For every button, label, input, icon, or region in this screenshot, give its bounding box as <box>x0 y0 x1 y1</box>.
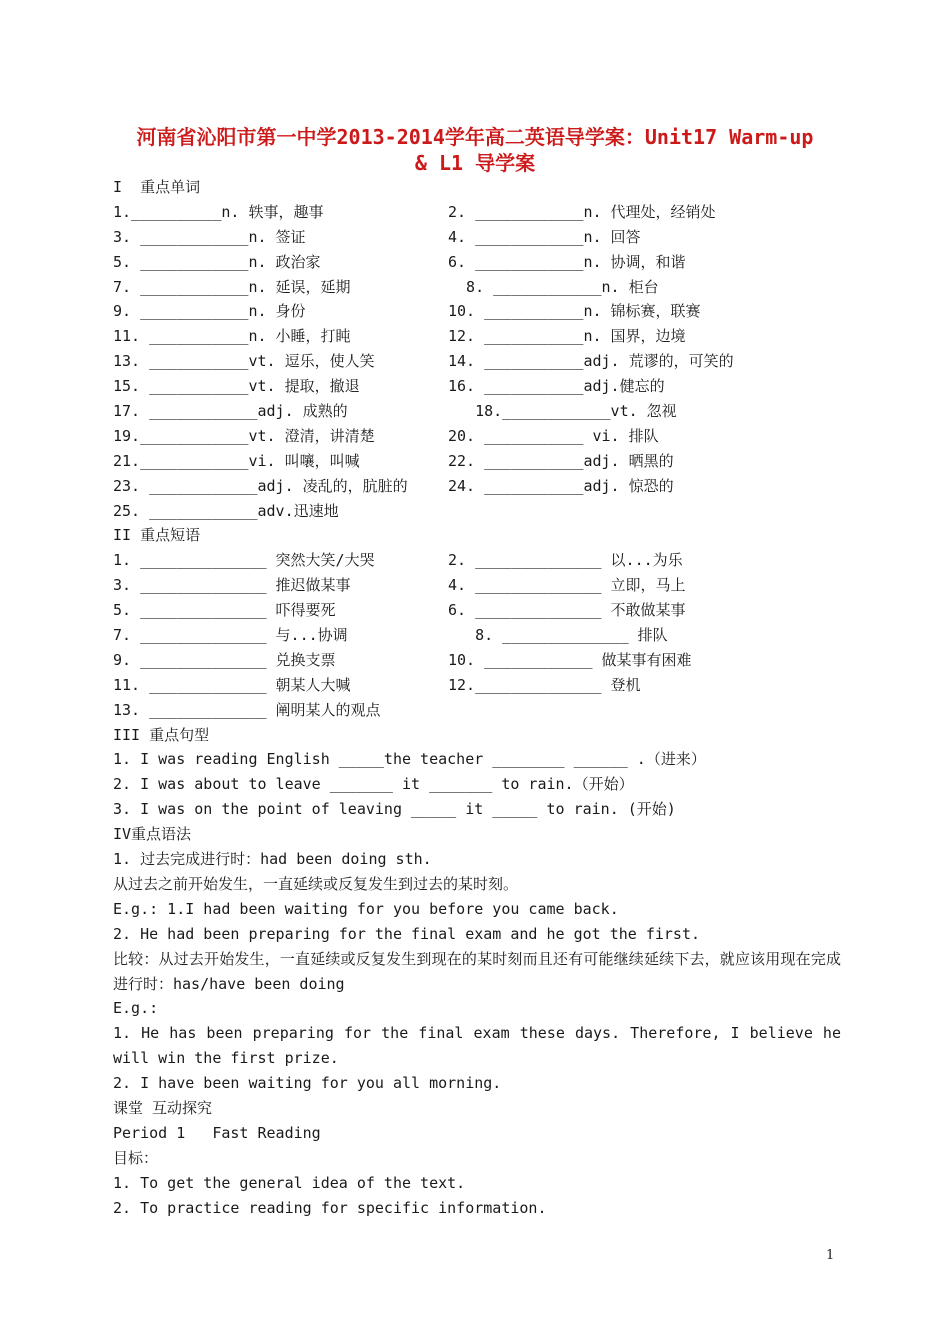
word-row-text: 13. ___________vt. 逗乐，使人笑 <box>113 352 375 371</box>
word-row <box>113 499 841 524</box>
document-body <box>113 175 841 1220</box>
word-row-text: 1.__________n. 轶事，趣事 <box>113 202 324 221</box>
word-row <box>113 299 841 324</box>
phrase-row <box>113 623 841 648</box>
document-title <box>100 124 850 176</box>
phrase-row-text: 4. ______________ 立即，马上 <box>448 576 686 595</box>
word-row-text: 25. ____________adv.迅速地 <box>113 501 339 520</box>
word-row-text: 14. ___________adj. 荒谬的，可笑的 <box>448 352 734 371</box>
phrase-row-text: 9. ______________ 兑换支票 <box>113 650 336 669</box>
section-heading-sentences: III 重点句型 <box>113 725 210 744</box>
word-row-text: 11. ___________n. 小睡，打盹 <box>113 327 351 346</box>
phrase-row-text: 3. ______________ 推迟做某事 <box>113 576 351 595</box>
phrase-row-text: 2. ______________ 以...为乐 <box>448 551 683 570</box>
phrase-row-text: 13. _____________ 阐明某人的观点 <box>113 700 381 719</box>
word-row <box>113 275 841 300</box>
phrase-row-text: 10. ____________ 做某事有困难 <box>448 650 692 669</box>
phrase-row-text: 7. ______________ 与...协调 <box>113 626 348 645</box>
sentence-item: 3. I was on the point of leaving _____ it _____ to rain. (开始) <box>113 800 676 819</box>
word-row-text: 9. ____________n. 身份 <box>113 302 306 321</box>
section-heading-grammar: IV重点语法 <box>113 825 192 844</box>
word-row-text: 22. ___________adj. 晒黑的 <box>448 451 674 470</box>
word-row <box>113 349 841 374</box>
word-row-text: 5. ____________n. 政治家 <box>113 252 321 271</box>
word-row-text: 6. ____________n. 协调，和谐 <box>448 252 686 271</box>
section-heading-class: 课堂 互动探究 <box>113 1099 213 1118</box>
word-row-text: 23. ____________adj. 凌乱的，肮脏的 <box>113 476 408 495</box>
phrase-row-text: 8. ______________ 排队 <box>448 626 668 645</box>
word-row-text: 3. ____________n. 签证 <box>113 227 306 246</box>
grammar-example: 1. He has been preparing for the final exam these days. Therefore, I believe he will win the first prize. <box>113 1024 841 1068</box>
phrase-list <box>113 548 841 722</box>
word-row <box>113 474 841 499</box>
phrase-row <box>113 648 841 673</box>
grammar-line: 1. 过去完成进行时：had been doing sth. <box>113 850 432 869</box>
word-row-text: 19.____________vt. 澄清，讲清楚 <box>113 426 375 445</box>
title-line-2: & L1 导学案 <box>414 151 536 175</box>
word-row <box>113 225 841 250</box>
goal-item: 1. To get the general idea of the text. <box>113 1173 466 1192</box>
word-row-text: 8. ____________n. 柜台 <box>448 277 659 296</box>
section-heading-words: I 重点单词 <box>113 178 201 196</box>
word-row <box>113 374 841 399</box>
word-row-text: 10. ___________n. 锦标赛，联赛 <box>448 302 701 321</box>
grammar-line: 2. He had been preparing for the final exam and he got the first. <box>113 924 700 943</box>
word-row-text: 12. ___________n. 国界，边境 <box>448 327 686 346</box>
word-row-text: 7. ____________n. 延误，延期 <box>113 277 351 296</box>
phrase-row-text: 5. ______________ 吓得要死 <box>113 601 336 620</box>
word-row-text: 18.____________vt. 忽视 <box>448 402 677 421</box>
grammar-line: E.g.: 1.I had been waiting for you before you came back. <box>113 899 619 918</box>
section-heading-phrases: II 重点短语 <box>113 526 201 545</box>
phrase-row <box>113 673 841 698</box>
goal-label: 目标： <box>113 1148 159 1167</box>
sentence-item: 1. I was reading English _____the teacher ________ ______ .（进来） <box>113 750 706 769</box>
title-line-1: 河南省沁阳市第一中学2013-2014学年高二英语导学案：Unit17 Warm-up <box>136 125 814 149</box>
word-list <box>113 200 841 524</box>
grammar-line: 从过去之前开始发生，一直延续或反复发生到过去的某时刻。 <box>113 874 519 893</box>
page-number: 1 <box>826 1248 835 1263</box>
phrase-row <box>113 548 841 573</box>
word-row-text: 2. ____________n. 代理处，经销处 <box>448 202 716 221</box>
word-row-text: 16. ___________adj.健忘的 <box>448 377 665 396</box>
word-row-text: 17. ____________adj. 成熟的 <box>113 402 348 421</box>
word-row <box>113 200 841 225</box>
word-row-text: 4. ____________n. 回答 <box>448 227 641 246</box>
phrase-row-text: 12.______________ 登机 <box>448 675 641 694</box>
period-heading: Period 1 Fast Reading <box>113 1123 321 1142</box>
word-row <box>113 424 841 449</box>
phrase-row-text: 11. _____________ 朝某人大喊 <box>113 675 351 694</box>
grammar-eg-label: E.g.: <box>113 999 159 1018</box>
grammar-example: 2. I have been waiting for you all morning. <box>113 1074 502 1093</box>
word-row <box>113 250 841 275</box>
phrase-row <box>113 698 841 723</box>
word-row-text: 20. ___________ vi. 排队 <box>448 426 659 445</box>
phrase-row-text: 1. ______________ 突然大笑/大哭 <box>113 551 375 570</box>
word-row-text: 24. ___________adj. 惊恐的 <box>448 476 674 495</box>
word-row <box>113 449 841 474</box>
word-row <box>113 324 841 349</box>
word-row-text: 21.____________vi. 叫嚷，叫喊 <box>113 451 360 470</box>
word-row <box>113 399 841 424</box>
goal-item: 2. To practice reading for specific information. <box>113 1198 547 1217</box>
phrase-row-text: 6. ______________ 不敢做某事 <box>448 601 686 620</box>
phrase-row <box>113 573 841 598</box>
word-row-text: 15. ___________vt. 提取，撤退 <box>113 377 360 396</box>
grammar-comparison: 比较：从过去开始发生，一直延续或反复发生到现在的某时刻而且还有可能继续延续下去，就应该用现在完成进行时：has/have been doing <box>113 949 841 993</box>
phrase-row <box>113 598 841 623</box>
sentence-item: 2. I was about to leave _______ it _______ to rain.（开始） <box>113 775 634 794</box>
